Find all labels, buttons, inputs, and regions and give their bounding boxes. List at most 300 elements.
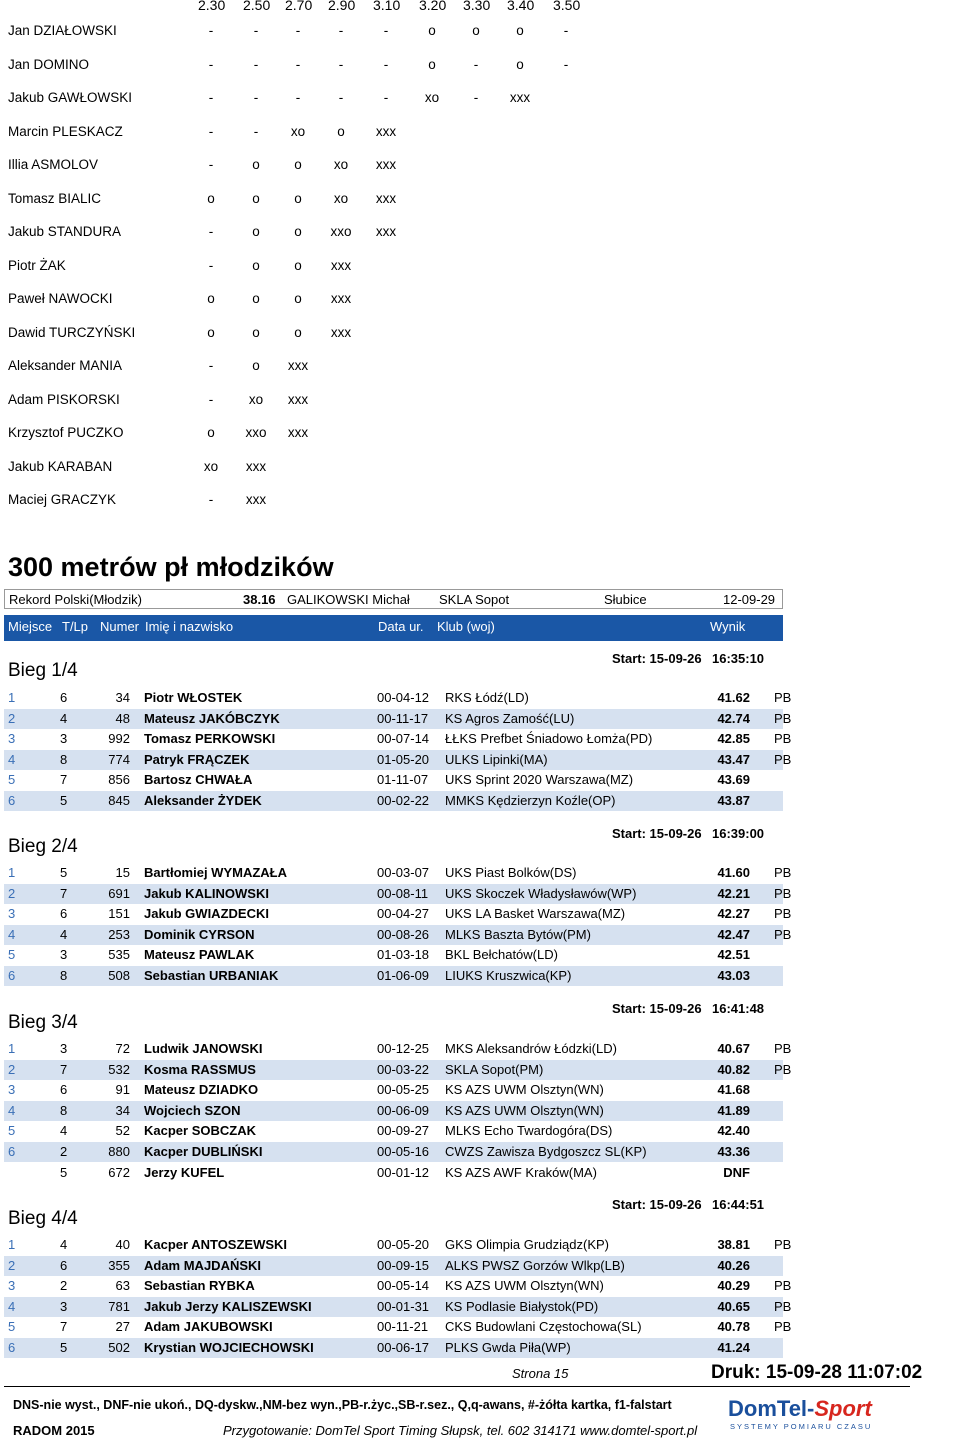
result-bib: 355 bbox=[108, 1258, 130, 1273]
result-dob: 00-06-17 bbox=[377, 1340, 430, 1355]
attempt-cell: xo bbox=[290, 124, 306, 139]
result-result: 43.69 bbox=[717, 772, 750, 787]
result-club: UKS Sprint 2020 Warszawa(MZ) bbox=[445, 772, 634, 787]
heat-start-label: Start: 15-09-26 bbox=[612, 826, 702, 841]
result-lane: 7 bbox=[60, 1319, 68, 1334]
athlete-name: Maciej GRACZYK bbox=[8, 492, 117, 507]
result-result: 43.03 bbox=[717, 968, 750, 983]
attempt-cell: xxx bbox=[287, 392, 309, 407]
result-name: Kacper SOBCZAK bbox=[144, 1123, 256, 1138]
athlete-name: Tomasz BIALIC bbox=[8, 191, 102, 206]
attempt-cell: o bbox=[207, 425, 215, 440]
athlete-name: Adam PISKORSKI bbox=[8, 392, 120, 407]
result-pb: PB bbox=[774, 711, 792, 726]
attempt-cell: - bbox=[208, 392, 214, 407]
high-jump-row bbox=[0, 57, 960, 77]
result-place: 3 bbox=[8, 1082, 16, 1097]
result-place: 5 bbox=[8, 1319, 16, 1334]
result-name: Adam JAKUBOWSKI bbox=[144, 1319, 273, 1334]
result-result: 42.74 bbox=[717, 711, 750, 726]
attempt-cell: xxx bbox=[375, 224, 397, 239]
result-bib: 774 bbox=[108, 752, 130, 767]
attempt-cell: xxx bbox=[330, 291, 352, 306]
result-place: 2 bbox=[8, 711, 16, 726]
col-bib: Numer bbox=[100, 619, 140, 634]
heat-title: Bieg 4/4 bbox=[8, 1208, 78, 1229]
result-club: ALKS PWSZ Gorzów Wlkp(LB) bbox=[445, 1258, 625, 1273]
result-place: 2 bbox=[8, 1258, 16, 1273]
result-row bbox=[4, 729, 792, 749]
result-dob: 00-05-25 bbox=[377, 1082, 430, 1097]
result-result: 42.51 bbox=[717, 947, 750, 962]
result-pb: PB bbox=[774, 927, 792, 942]
result-pb: PB bbox=[774, 731, 792, 746]
result-club: PLKS Gwda Piła(WP) bbox=[445, 1340, 571, 1355]
result-club: SKLA Sopot(PM) bbox=[445, 1062, 544, 1077]
heat-start-time: 16:39:00 bbox=[712, 826, 765, 841]
attempt-cell: xxx bbox=[375, 124, 397, 139]
result-bib: 672 bbox=[108, 1165, 130, 1180]
result-bib: 532 bbox=[108, 1062, 130, 1077]
result-bib: 845 bbox=[108, 793, 130, 808]
logo-main: DomTel- bbox=[728, 1396, 815, 1421]
result-dob: 00-03-07 bbox=[377, 865, 430, 880]
result-result: 41.62 bbox=[717, 690, 750, 705]
result-lane: 2 bbox=[60, 1278, 68, 1293]
result-lane: 8 bbox=[60, 968, 68, 983]
result-result: 42.47 bbox=[717, 927, 750, 942]
result-result: 40.82 bbox=[717, 1062, 750, 1077]
heat-title: Bieg 2/4 bbox=[8, 836, 78, 857]
result-lane: 4 bbox=[60, 927, 68, 942]
high-jump-row bbox=[0, 392, 960, 412]
col-place: Miejsce bbox=[8, 619, 53, 634]
high-jump-row bbox=[0, 124, 960, 144]
height-label: 2.50 bbox=[243, 0, 271, 13]
result-dob: 00-11-17 bbox=[377, 711, 429, 726]
attempt-cell: xo bbox=[248, 392, 264, 407]
result-bib: 502 bbox=[108, 1340, 130, 1355]
result-name: Wojciech SZON bbox=[144, 1103, 241, 1118]
result-dob: 01-05-20 bbox=[377, 752, 430, 767]
result-club: KS AZS AWF Kraków(MA) bbox=[445, 1165, 597, 1180]
legend: DNS-nie wyst., DNF-nie ukoń., DQ-dyskw.,NM-bez wyn.,PB-r.życ.,SB-r.sez., Q,q-awans, #-żółta kartka, f1-falstart bbox=[13, 1398, 672, 1412]
result-place: 1 bbox=[8, 690, 16, 705]
attempt-cell: - bbox=[295, 90, 301, 105]
record-result: 38.16 bbox=[243, 592, 276, 607]
result-name: Krystian WOJCIECHOWSKI bbox=[144, 1340, 314, 1355]
attempt-cell: - bbox=[208, 358, 214, 373]
column-header bbox=[4, 615, 783, 641]
attempt-cell: o bbox=[252, 191, 260, 206]
attempt-cell: o bbox=[294, 224, 302, 239]
record-club: SKLA Sopot bbox=[439, 592, 510, 607]
result-name: Ludwik JANOWSKI bbox=[144, 1041, 263, 1056]
attempt-cell: xxx bbox=[330, 258, 352, 273]
result-name: Mateusz PAWLAK bbox=[144, 947, 255, 962]
high-jump-row bbox=[0, 358, 960, 378]
result-pb: PB bbox=[774, 906, 792, 921]
result-club: BKL Bełchatów(LD) bbox=[445, 947, 558, 962]
result-club: KS AZS UWM Olsztyn(WN) bbox=[445, 1103, 604, 1118]
result-bib: 91 bbox=[115, 1082, 130, 1097]
high-jump-row bbox=[0, 425, 960, 445]
record-date: 12-09-29 bbox=[723, 592, 776, 607]
prepared-by: Przygotowanie: DomTel Sport Timing Słupsk, tel. 602 314171 www.domtel-sport.pl bbox=[223, 1423, 698, 1438]
attempt-cell: o bbox=[207, 191, 215, 206]
result-club: GKS Olimpia Grudziądz(KP) bbox=[445, 1237, 609, 1252]
attempt-cell: - bbox=[253, 23, 259, 38]
attempt-cell: - bbox=[295, 23, 301, 38]
result-row bbox=[4, 966, 783, 986]
high-jump-row bbox=[0, 492, 960, 512]
attempt-cell: - bbox=[208, 90, 214, 105]
result-dob: 00-09-27 bbox=[377, 1123, 430, 1138]
result-bib: 535 bbox=[108, 947, 130, 962]
attempt-cell: xxx bbox=[330, 325, 352, 340]
result-row bbox=[4, 1121, 783, 1141]
result-row bbox=[4, 863, 792, 883]
high-jump-row bbox=[0, 325, 960, 345]
height-label: 3.10 bbox=[373, 0, 401, 13]
result-place: 1 bbox=[8, 1041, 16, 1056]
result-dob: 00-02-22 bbox=[377, 793, 430, 808]
result-name: Bartosz CHWAŁA bbox=[144, 772, 253, 787]
result-result: 40.67 bbox=[717, 1041, 750, 1056]
result-club: ULKS Lipinki(MA) bbox=[445, 752, 548, 767]
result-bib: 691 bbox=[108, 886, 130, 901]
result-dob: 00-08-11 bbox=[377, 886, 429, 901]
result-place: 2 bbox=[8, 1062, 16, 1077]
attempt-cell: xo bbox=[333, 157, 349, 172]
result-club: KS AZS UWM Olsztyn(WN) bbox=[445, 1082, 604, 1097]
record-holder: GALIKOWSKI Michał bbox=[287, 592, 410, 607]
attempt-cell: - bbox=[383, 23, 389, 38]
result-place: 1 bbox=[8, 865, 16, 880]
domtel-logo bbox=[728, 1396, 918, 1432]
athlete-name: Aleksander MANIA bbox=[8, 358, 123, 373]
attempt-cell: - bbox=[208, 492, 214, 507]
result-lane: 4 bbox=[60, 1123, 68, 1138]
result-club: CWZS Zawisza Bydgoszcz SL(KP) bbox=[445, 1144, 647, 1159]
attempt-cell: o bbox=[516, 57, 524, 72]
attempt-cell: xxx bbox=[375, 157, 397, 172]
heat-start bbox=[612, 1001, 765, 1016]
attempt-cell: o bbox=[252, 258, 260, 273]
height-label: 3.20 bbox=[419, 0, 447, 13]
attempt-cell: xxo bbox=[330, 224, 352, 239]
high-jump-row bbox=[0, 191, 960, 211]
result-lane: 6 bbox=[60, 1258, 68, 1273]
result-place: 6 bbox=[8, 968, 16, 983]
heights-header bbox=[0, 0, 960, 14]
result-place: 6 bbox=[8, 1144, 16, 1159]
result-dob: 00-04-27 bbox=[377, 906, 430, 921]
result-row bbox=[4, 1317, 792, 1337]
athlete-name: Jakub STANDURA bbox=[8, 224, 122, 239]
result-place: 4 bbox=[8, 927, 16, 942]
result-bib: 880 bbox=[108, 1144, 130, 1159]
high-jump-row bbox=[0, 90, 960, 110]
record-label: Rekord Polski(Młodzik) bbox=[9, 592, 142, 607]
attempt-cell: - bbox=[253, 57, 259, 72]
result-place: 3 bbox=[8, 906, 16, 921]
result-pb: PB bbox=[774, 1237, 792, 1252]
event-title: 300 metrów pł młodzików bbox=[8, 552, 334, 582]
result-name: Mateusz DZIADKO bbox=[144, 1082, 259, 1097]
athlete-name: Marcin PLESKACZ bbox=[8, 124, 123, 139]
attempt-cell: - bbox=[208, 258, 214, 273]
result-club: UKS LA Basket Warszawa(MZ) bbox=[445, 906, 626, 921]
record-place: Słubice bbox=[604, 592, 647, 607]
result-pb: PB bbox=[774, 1299, 792, 1314]
attempt-cell: xxx bbox=[245, 492, 267, 507]
athlete-name: Krzysztof PUCZKO bbox=[8, 425, 124, 440]
attempt-cell: - bbox=[208, 57, 214, 72]
result-row bbox=[4, 709, 792, 729]
result-name: Patryk FRĄCZEK bbox=[144, 752, 250, 767]
result-row bbox=[4, 1297, 792, 1317]
result-bib: 52 bbox=[115, 1123, 130, 1138]
result-name: Mateusz JAKÓBCZYK bbox=[144, 711, 280, 726]
attempt-cell: o bbox=[207, 325, 215, 340]
result-club: CKS Budowlani Częstochowa(SL) bbox=[445, 1319, 642, 1334]
result-club: MKS Aleksandrów Łódzki(LD) bbox=[445, 1041, 617, 1056]
result-row bbox=[4, 945, 783, 965]
result-bib: 34 bbox=[115, 1103, 130, 1118]
attempt-cell: o bbox=[472, 23, 480, 38]
attempt-cell: - bbox=[383, 57, 389, 72]
result-dob: 00-12-25 bbox=[377, 1041, 430, 1056]
result-dob: 00-09-15 bbox=[377, 1258, 430, 1273]
result-result: 38.81 bbox=[717, 1237, 750, 1252]
attempt-cell: - bbox=[208, 224, 214, 239]
result-place: 5 bbox=[8, 1123, 16, 1138]
result-dob: 00-07-14 bbox=[377, 731, 430, 746]
result-lane: 4 bbox=[60, 711, 68, 726]
result-result: 43.36 bbox=[717, 1144, 750, 1159]
athlete-name: Paweł NAWOCKI bbox=[8, 291, 113, 306]
attempt-cell: o bbox=[207, 291, 215, 306]
attempt-cell: - bbox=[208, 124, 214, 139]
result-bib: 253 bbox=[108, 927, 130, 942]
result-name: Adam MAJDAŃSKI bbox=[144, 1258, 262, 1273]
result-name: Sebastian URBANIAK bbox=[144, 968, 279, 983]
result-place: 4 bbox=[8, 1103, 16, 1118]
result-place: 3 bbox=[8, 1278, 16, 1293]
result-name: Piotr WŁOSTEK bbox=[144, 690, 243, 705]
result-result: 41.60 bbox=[717, 865, 750, 880]
result-pb: PB bbox=[774, 1062, 792, 1077]
record-bar bbox=[4, 589, 783, 609]
result-lane: 6 bbox=[60, 906, 68, 921]
result-name: Kacper DUBLIŃSKI bbox=[144, 1144, 263, 1159]
result-dob: 00-05-14 bbox=[377, 1278, 430, 1293]
result-dob: 00-06-09 bbox=[377, 1103, 430, 1118]
result-name: Jerzy KUFEL bbox=[144, 1165, 225, 1180]
result-place: 3 bbox=[8, 731, 16, 746]
result-result: 42.85 bbox=[717, 731, 750, 746]
heat-start bbox=[612, 826, 765, 841]
result-result: 40.65 bbox=[717, 1299, 750, 1314]
result-result: 40.29 bbox=[717, 1278, 750, 1293]
attempt-cell: xo bbox=[333, 191, 349, 206]
attempt-cell: xxx bbox=[287, 358, 309, 373]
athlete-name: Jakub GAWŁOWSKI bbox=[8, 90, 133, 105]
attempt-cell: - bbox=[473, 90, 479, 105]
col-club: Klub (woj) bbox=[437, 619, 495, 634]
result-lane: 3 bbox=[60, 1299, 68, 1314]
result-bib: 27 bbox=[115, 1319, 130, 1334]
heat-start-time: 16:41:48 bbox=[712, 1001, 765, 1016]
attempt-cell: - bbox=[563, 57, 569, 72]
attempt-cell: o bbox=[294, 291, 302, 306]
result-club: KS Agros Zamość(LU) bbox=[445, 711, 575, 726]
height-label: 2.30 bbox=[198, 0, 226, 13]
result-row bbox=[4, 688, 792, 708]
result-dob: 00-05-20 bbox=[377, 1237, 430, 1252]
athlete-name: Jan DZIAŁOWSKI bbox=[8, 23, 117, 38]
result-bib: 72 bbox=[115, 1041, 130, 1056]
result-name: Jakub Jerzy KALISZEWSKI bbox=[144, 1299, 312, 1314]
heat-start bbox=[612, 651, 765, 666]
attempt-cell: o bbox=[428, 23, 436, 38]
result-lane: 2 bbox=[60, 1144, 68, 1159]
result-place: 2 bbox=[8, 886, 16, 901]
attempt-cell: o bbox=[252, 358, 260, 373]
result-club: ŁŁKS Prefbet Śniadowo Łomża(PD) bbox=[445, 731, 653, 746]
result-pb: PB bbox=[774, 1319, 792, 1334]
result-pb: PB bbox=[774, 690, 792, 705]
result-row bbox=[4, 925, 792, 945]
attempt-cell: o bbox=[516, 23, 524, 38]
high-jump-row bbox=[0, 258, 960, 278]
attempt-cell: o bbox=[252, 157, 260, 172]
high-jump-row bbox=[0, 224, 960, 244]
result-result: 42.27 bbox=[717, 906, 750, 921]
attempt-cell: - bbox=[338, 90, 344, 105]
result-place: 6 bbox=[8, 1340, 16, 1355]
result-bib: 508 bbox=[108, 968, 130, 983]
result-pb: PB bbox=[774, 865, 792, 880]
result-club: KS Podlasie Białystok(PD) bbox=[445, 1299, 599, 1314]
attempt-cell: - bbox=[383, 90, 389, 105]
result-dob: 00-05-16 bbox=[377, 1144, 430, 1159]
athlete-name: Dawid TURCZYŃSKI bbox=[8, 325, 136, 340]
result-result: 40.78 bbox=[717, 1319, 750, 1334]
attempt-cell: - bbox=[208, 157, 214, 172]
attempt-cell: - bbox=[338, 23, 344, 38]
height-label: 2.70 bbox=[285, 0, 313, 13]
attempt-cell: - bbox=[253, 124, 259, 139]
result-pb: PB bbox=[774, 886, 792, 901]
result-place: 4 bbox=[8, 1299, 16, 1314]
result-bib: 856 bbox=[108, 772, 130, 787]
result-result: 42.40 bbox=[717, 1123, 750, 1138]
result-place: 6 bbox=[8, 793, 16, 808]
result-result: 43.47 bbox=[717, 752, 750, 767]
attempt-cell: - bbox=[338, 57, 344, 72]
result-lane: 7 bbox=[60, 772, 68, 787]
result-lane: 6 bbox=[60, 1082, 68, 1097]
result-pb: PB bbox=[774, 1041, 792, 1056]
attempt-cell: - bbox=[295, 57, 301, 72]
col-result: Wynik bbox=[710, 619, 746, 634]
result-result: DNF bbox=[723, 1165, 750, 1180]
col-name: Imię i nazwisko bbox=[145, 619, 234, 634]
result-bib: 40 bbox=[115, 1237, 130, 1252]
attempt-cell: - bbox=[473, 57, 479, 72]
heat-start-time: 16:35:10 bbox=[712, 651, 765, 666]
result-place: 1 bbox=[8, 1237, 16, 1252]
height-label: 3.50 bbox=[553, 0, 581, 13]
attempt-cell: xo bbox=[424, 90, 440, 105]
result-club: UKS Piast Bolków(DS) bbox=[445, 865, 577, 880]
result-row bbox=[4, 1338, 783, 1358]
result-place: 5 bbox=[8, 947, 16, 962]
event-place: RADOM 2015 bbox=[13, 1423, 95, 1438]
result-result: 42.21 bbox=[717, 886, 750, 901]
attempt-cell: xxx bbox=[375, 191, 397, 206]
high-jump-row bbox=[0, 23, 960, 43]
footer-divider bbox=[4, 1386, 910, 1387]
result-bib: 151 bbox=[108, 906, 130, 921]
page-number: Strona 15 bbox=[512, 1366, 569, 1381]
heat-start-time: 16:44:51 bbox=[712, 1197, 765, 1212]
result-name: Dominik CYRSON bbox=[144, 927, 255, 942]
result-dob: 00-01-31 bbox=[377, 1299, 430, 1314]
result-place: 5 bbox=[8, 772, 16, 787]
attempt-cell: o bbox=[294, 191, 302, 206]
result-lane: 5 bbox=[60, 1165, 68, 1180]
attempt-cell: xxx bbox=[509, 90, 531, 105]
attempt-cell: xo bbox=[203, 459, 219, 474]
result-name: Tomasz PERKOWSKI bbox=[144, 731, 276, 746]
result-lane: 8 bbox=[60, 752, 68, 767]
result-name: Bartłomiej WYMAZAŁA bbox=[144, 865, 287, 880]
result-dob: 01-11-07 bbox=[377, 772, 429, 787]
result-row bbox=[4, 1276, 792, 1296]
result-row bbox=[4, 791, 783, 811]
result-result: 41.24 bbox=[717, 1340, 750, 1355]
result-row bbox=[4, 770, 783, 790]
result-club: RKS Łódź(LD) bbox=[445, 690, 529, 705]
heat-title: Bieg 3/4 bbox=[8, 1012, 78, 1033]
height-label: 3.30 bbox=[463, 0, 491, 13]
result-bib: 63 bbox=[115, 1278, 130, 1293]
result-bib: 48 bbox=[115, 711, 130, 726]
result-row bbox=[4, 1060, 792, 1080]
result-lane: 5 bbox=[60, 1340, 68, 1355]
athlete-name: Illia ASMOLOV bbox=[8, 157, 99, 172]
attempt-cell: xxx bbox=[245, 459, 267, 474]
heat-start-label: Start: 15-09-26 bbox=[612, 1001, 702, 1016]
height-label: 2.90 bbox=[328, 0, 356, 13]
heat-start-label: Start: 15-09-26 bbox=[612, 651, 702, 666]
attempt-cell: o bbox=[252, 325, 260, 340]
result-club: KS AZS UWM Olsztyn(WN) bbox=[445, 1278, 604, 1293]
result-bib: 34 bbox=[115, 690, 130, 705]
result-name: Jakub GWIAZDECKI bbox=[144, 906, 269, 921]
result-dob: 00-04-12 bbox=[377, 690, 430, 705]
heat-title: Bieg 1/4 bbox=[8, 660, 78, 681]
result-row bbox=[4, 1256, 783, 1276]
result-lane: 7 bbox=[60, 1062, 68, 1077]
attempt-cell: o bbox=[252, 224, 260, 239]
attempt-cell: o bbox=[294, 325, 302, 340]
result-row bbox=[4, 1235, 792, 1255]
heat-start bbox=[612, 1197, 765, 1212]
